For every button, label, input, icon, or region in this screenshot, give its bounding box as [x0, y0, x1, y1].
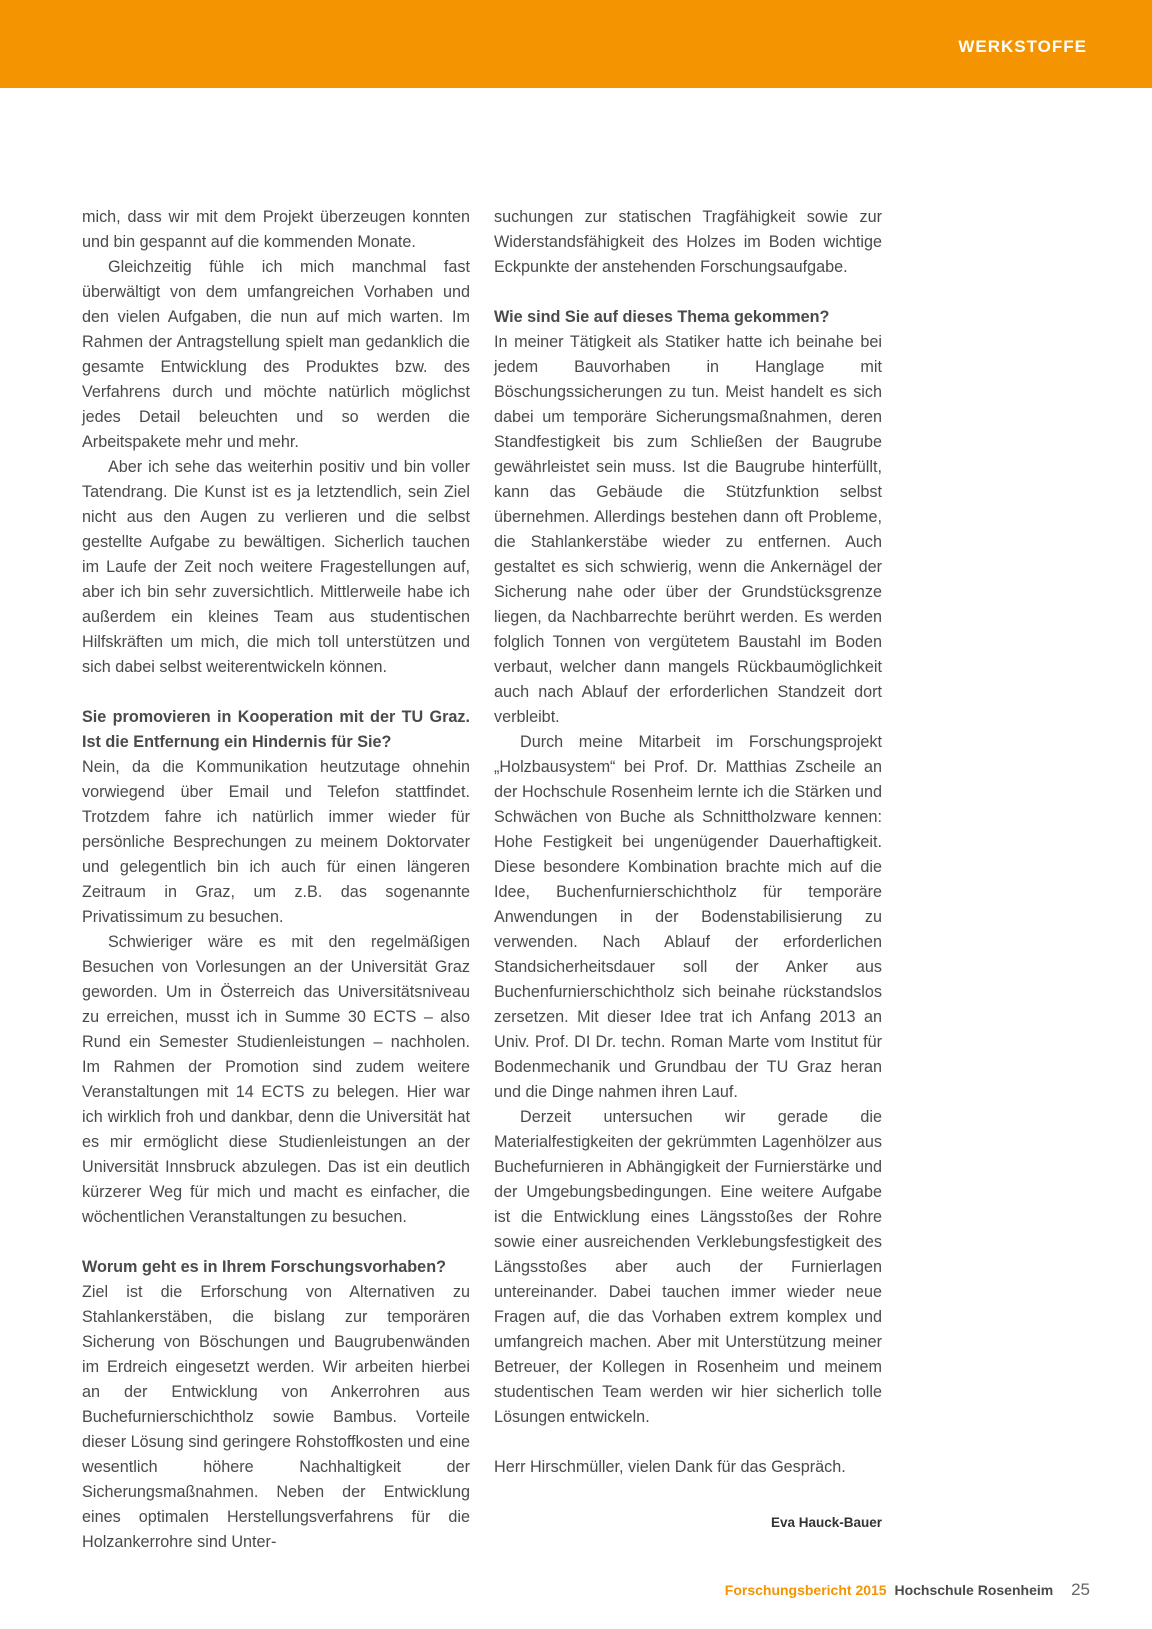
footer-report-title: Forschungsbericht 2015 [724, 1582, 887, 1598]
body-paragraph: Durch meine Mitarbeit im Forschungsprojekt „Holzbausystem“ bei Prof. Dr. Matthias Zscheile an der Hochschule Rosenheim lernte ich die Stärken und Schwächen von Buche als Schnittholzware kennen: Hohe Festigkeit bei ungenügender Dauerhaftigkeit. Diese besondere Kombination brachte mich auf die Idee, Buchenfurnierschichtholz für temporäre Anwendungen in der Bodenstabilisierung zu verwenden. Nach Ablauf der erforderlichen Standsicherheitsdauer soll der Anker aus Buchenfurnierschichtholz sich beinahe rückstandslos zersetzen. Mit dieser Idee trat ich Anfang 2013 an Univ. Prof. DI Dr. techn. Roman Marte vom Institut für Bodenmechanik und Grundbau der TU Graz heran und die Dinge nahmen ihren Lauf. [494, 733, 882, 1101]
body-paragraph: Derzeit untersuchen wir gerade die Materialfestigkeiten der gekrümmten Lagenhölzer aus Buchefurnieren in Abhängigkeit der Furnierstärke und der Umgebungsbedingungen. Eine weitere Aufgabe ist die Entwicklung eines Längsstoßes der Rohre sowie einer ausreichenden Verklebungsfestigkeit des Längsstoßes aber auch der Furnierlagen untereinander. Dabei tauchen immer wieder neue Fragen auf, die das Vorhaben extrem komplex und umfangreich machen. Aber mit Unterstützung meiner Betreuer, der Kollegen in Rosenheim und meinem studentischen Team werden wir hier sicherlich tolle Lösungen entwickeln. [494, 1108, 882, 1426]
page-footer [725, 1580, 1090, 1600]
body-paragraph: mich, dass wir mit dem Projekt überzeugen konnten und bin gespannt auf die kommenden Monate. [82, 208, 470, 251]
body-paragraph: Aber ich sehe das weiterhin positiv und bin voller Tatendrang. Die Kunst ist es ja letztendlich, sein Ziel nicht aus den Augen zu verlieren und die selbst gestellte Aufgabe zu bewältigen. Sicherlich tauchen im Laufe der Zeit noch weitere Fragestellungen auf, aber ich bin sehr zuversichtlich. Mittlerweile habe ich außerdem ein kleines Team aus studentischen Hilfskräften um mich, die mich toll unterstützen und sich dabei selbst weiterentwickeln können. [82, 458, 470, 676]
right-column [494, 205, 882, 1535]
body-paragraph: In meiner Tätigkeit als Statiker hatte ich beinahe bei jedem Bauvorhaben in Hanglage mit Böschungssicherungen zu tun. Meist handelt es sich dabei um temporäre Sicherungsmaßnahmen, deren Standfestigkeit bis zum Schließen der Baugrube gewährleistet sein muss. Ist die Baugrube hinterfüllt, kann das Gebäude die Stützfunktion selbst übernehmen. Allerdings bestehen dann oft Probleme, die Stahlankerstäbe wieder zu entfernen. Auch gestaltet es sich schwierig, wenn die Ankernägel der Sicherung nahe oder über der Grundstücksgrenze liegen, da Nachbarrechte berührt werden. Es werden folglich Tonnen von vergütetem Baustahl im Boden verbaut, welcher dann mangels Rückbaumöglichkeit auch nach Ablauf der erforderlichen Standzeit dort verbleibt. [494, 333, 882, 726]
left-column [82, 205, 470, 1555]
section-label: WERKSTOFFE [958, 37, 1087, 56]
body-paragraph: suchungen zur statischen Tragfähigkeit sowie zur Widerstandsfähigkeit des Holzes im Boden wichtige Eckpunkte der anstehenden Forschungsaufgabe. [494, 208, 882, 276]
interview-question: Worum geht es in Ihrem Forschungsvorhaben? [82, 1258, 446, 1276]
interview-question: Sie promovieren in Kooperation mit der TU Graz. Ist die Entfernung ein Hindernis für Sie? [82, 708, 470, 751]
page-number: 25 [1071, 1580, 1090, 1599]
body-paragraph: Ziel ist die Erforschung von Alternativen zu Stahlankerstäben, die bislang zur temporären Sicherung von Böschungen und Baugrubenwänden im Erdreich eingesetzt werden. Wir arbeiten hierbei an der Entwicklung von Ankerrohren aus Buchefurnierschichtholz sowie Bambus. Vorteile dieser Lösung sind geringere Rohstoffkosten und eine wesentlich höhere Nachhaltigkeit der Sicherungsmaßnahmen. Neben der Entwicklung eines optimalen Herstellungsverfahrens für die Holzankerrohre sind Unter- [82, 1283, 470, 1551]
footer-school-name: Hochschule Rosenheim [894, 1582, 1054, 1598]
body-paragraph: Schwieriger wäre es mit den regelmäßigen Besuchen von Vorlesungen an der Universität Graz geworden. Um in Österreich das Universitätsniveau zu erreichen, musst ich in Summe 30 ECTS – also Rund ein Semester Studienleistungen – nachholen. Im Rahmen der Promotion sind zudem weitere Veranstaltungen mit 14 ECTS zu belegen. Hier war ich wirklich froh und dankbar, denn die Universität hat es mir ermöglicht diese Studienleistungen an der Universität Innsbruck abzulegen. Das ist ein deutlich kürzerer Weg für mich und macht es einfacher, die wöchentlichen Veranstaltungen zu besuchen. [82, 933, 470, 1226]
interview-question: Wie sind Sie auf dieses Thema gekommen? [494, 308, 830, 326]
header-band [0, 0, 1152, 88]
body-paragraph: Nein, da die Kommunikation heutzutage ohnehin vorwiegend über Email und Telefon stattfindet. Trotzdem fahre ich natürlich immer wieder für persönliche Besprechungen zu meinem Doktorvater und gelegentlich bin ich auch für einen längeren Zeitraum in Graz, um z.B. das sogenannte Privatissimum zu besuchen. [82, 758, 470, 926]
body-paragraph: Gleichzeitig fühle ich mich manchmal fast überwältigt von dem umfangreichen Vorhaben und den vielen Aufgaben, die nun auf mich warten. Im Rahmen der Antragstellung spielt man gedanklich die gesamte Entwicklung des Produktes bzw. des Verfahrens durch und möchte natürlich möglichst jedes Detail beleuchten und so werden die Arbeitspakete mehr und mehr. [82, 258, 470, 451]
author-name: Eva Hauck-Bauer [770, 1515, 882, 1530]
body-paragraph: Herr Hirschmüller, vielen Dank für das Gespräch. [494, 1458, 846, 1476]
